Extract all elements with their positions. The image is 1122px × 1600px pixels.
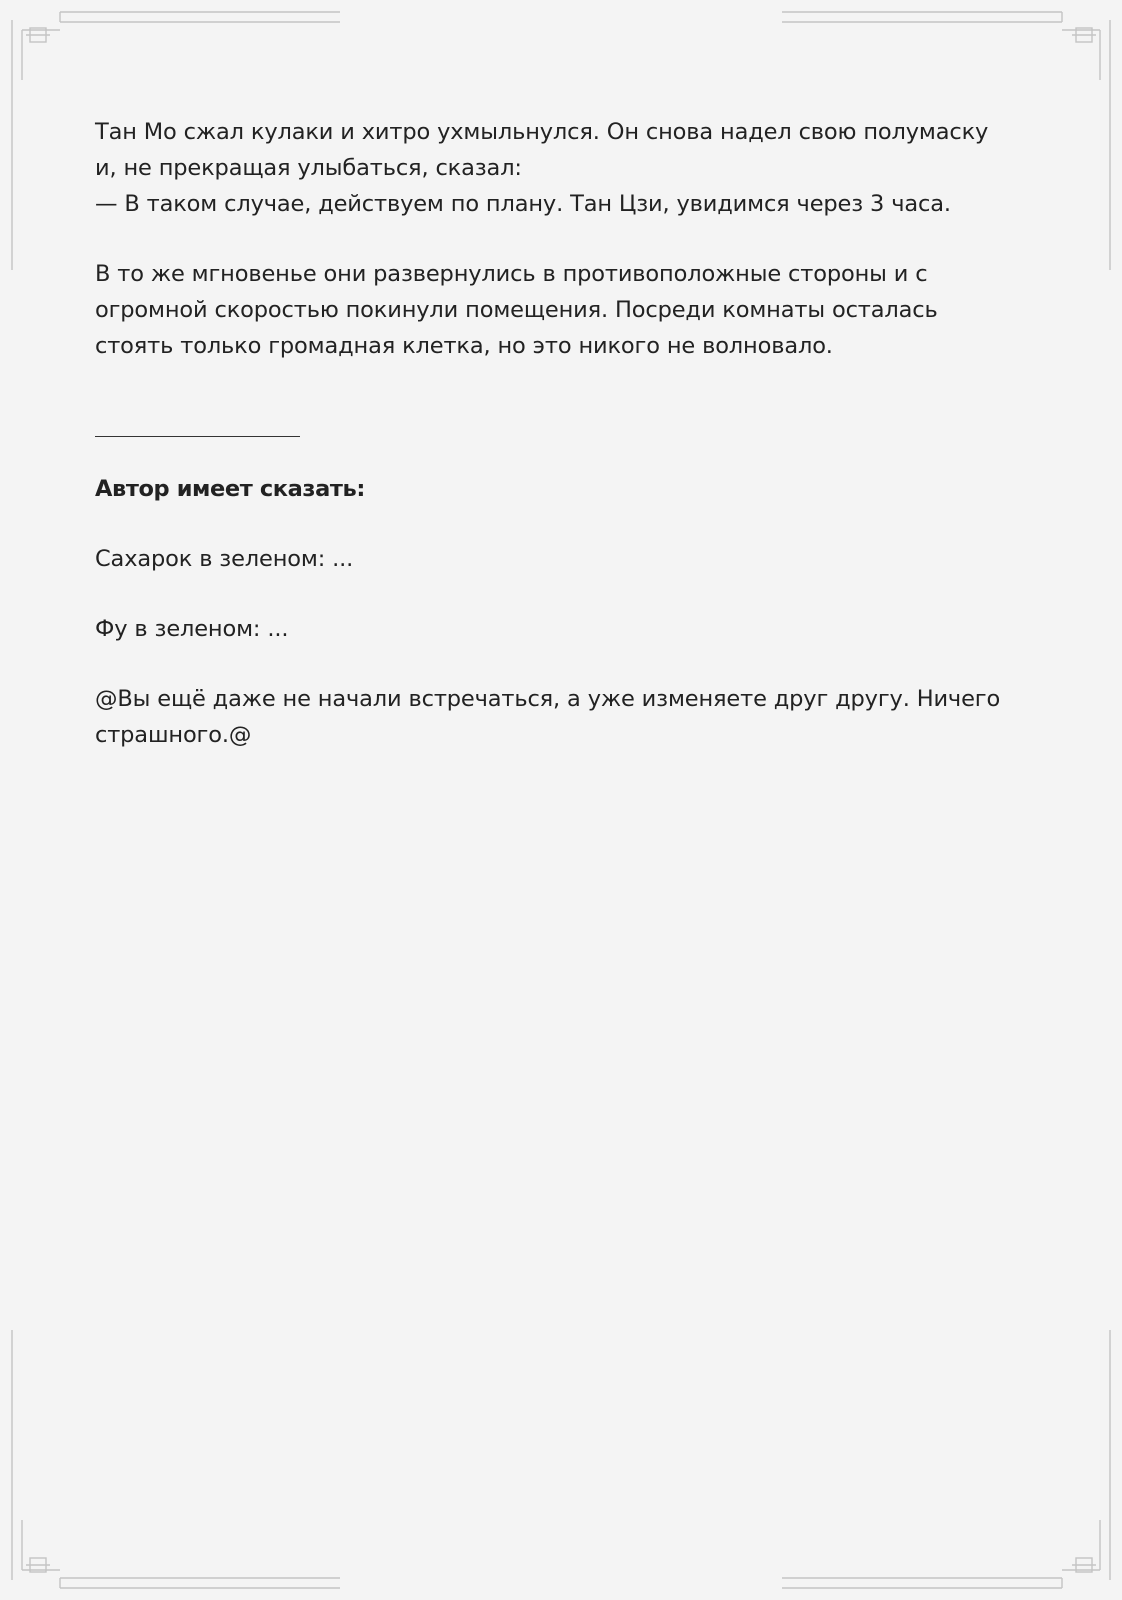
paragraph-spacer	[95, 647, 1035, 681]
author-note-line-2: Фу в зеленом: ...	[95, 616, 289, 642]
section-spacer	[95, 364, 1035, 414]
paragraph-spacer	[95, 222, 1035, 256]
document-body	[95, 114, 1035, 753]
paragraph-2-line-2: огромной скоростью покинули помещения. Посреди комнаты осталась	[95, 297, 938, 323]
paragraph-2-line-1: В то же мгновенье они развернулись в противоположные стороны и с	[95, 261, 928, 287]
corner-ornament-bottom-left	[12, 1330, 340, 1588]
paragraph-2-line-3: стоять только громадная клетка, но это никого не волновало.	[95, 333, 833, 359]
author-note-line-3b: страшного.@	[95, 722, 252, 748]
section-spacer	[95, 437, 1035, 471]
paragraph-1-line-2: и, не прекращая улыбаться, сказал:	[95, 155, 522, 181]
author-note-heading: Автор имеет сказать:	[95, 476, 365, 502]
paragraph-1-line-1: Тан Мо сжал кулаки и хитро ухмыльнулся. Он снова надел свою полумаску	[95, 119, 989, 145]
dialogue-line: — В таком случае, действуем по плану. Тан Цзи, увидимся через 3 часа.	[95, 191, 951, 217]
paragraph-spacer	[95, 507, 1035, 541]
author-note-line-3	[95, 681, 1035, 753]
paragraph-spacer	[95, 577, 1035, 611]
corner-ornament-bottom-right	[782, 1330, 1110, 1588]
paragraph-1	[95, 114, 1035, 222]
paragraph-2	[95, 256, 1035, 364]
author-note-line-1: Сахарок в зеленом: ...	[95, 546, 354, 572]
author-note-line-3a: @Вы ещё даже не начали встречаться, а уже изменяете друг другу. Ничего	[95, 686, 1001, 712]
separator-line	[95, 414, 300, 437]
